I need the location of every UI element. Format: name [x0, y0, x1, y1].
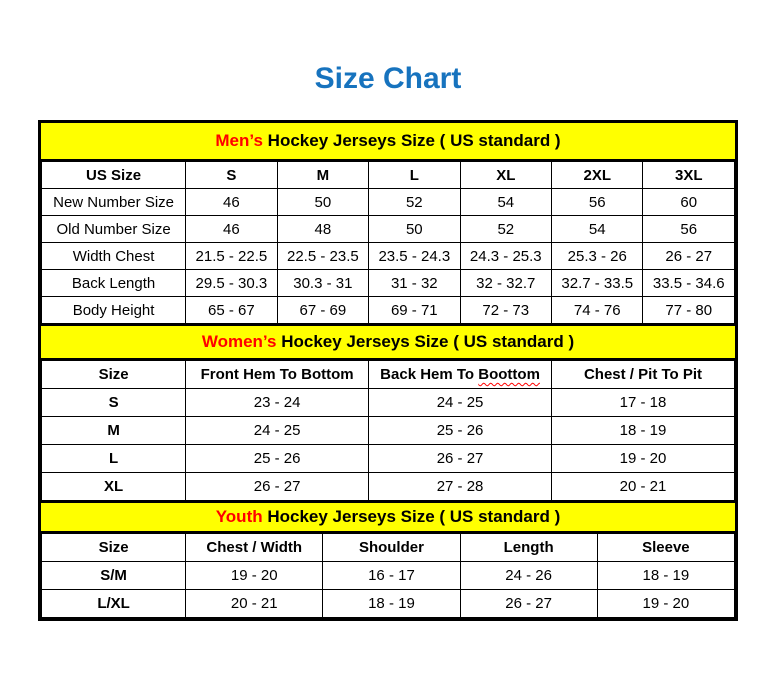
mens-column-header-row [42, 162, 735, 189]
table-cell: 20 - 21 [552, 473, 735, 501]
table-cell: 23 - 24 [186, 389, 369, 417]
table-cell: 50 [277, 189, 368, 216]
table-cell: 48 [277, 216, 368, 243]
womens-size-table [41, 360, 735, 501]
table-cell: 31 - 32 [369, 270, 460, 297]
column-header: Front Hem To Bottom [186, 361, 369, 389]
youth-size-table [41, 533, 735, 618]
page-title: Size Chart [314, 62, 462, 95]
table-row [42, 445, 735, 473]
youth-section [41, 501, 735, 618]
column-header: Sleeve [597, 534, 734, 562]
table-cell: 33.5 - 34.6 [643, 270, 735, 297]
mens-section [41, 123, 735, 324]
table-cell: 20 - 21 [186, 590, 323, 618]
table-row [42, 590, 735, 618]
misspelled-word: Boottom [478, 366, 540, 383]
table-cell: 22.5 - 23.5 [277, 243, 368, 270]
table-cell: 19 - 20 [552, 445, 735, 473]
table-cell: 19 - 20 [186, 562, 323, 590]
table-cell: 30.3 - 31 [277, 270, 368, 297]
row-label: L/XL [42, 590, 186, 618]
column-header: Size [42, 361, 186, 389]
table-row [42, 243, 735, 270]
table-cell: 19 - 20 [597, 590, 734, 618]
table-cell: 65 - 67 [186, 297, 277, 324]
column-header: US Size [42, 162, 186, 189]
table-cell: 26 - 27 [460, 590, 597, 618]
row-label: Old Number Size [42, 216, 186, 243]
table-cell: 52 [460, 216, 551, 243]
column-header: Length [460, 534, 597, 562]
mens-header-text: Hockey Jerseys Size ( US standard ) [262, 131, 561, 150]
table-cell: 24 - 25 [186, 417, 369, 445]
row-label: S/M [42, 562, 186, 590]
womens-section [41, 324, 735, 501]
youth-column-header-row [42, 534, 735, 562]
row-label: Body Height [42, 297, 186, 324]
column-header: Chest / Width [186, 534, 323, 562]
table-cell: 69 - 71 [369, 297, 460, 324]
table-cell: 52 [369, 189, 460, 216]
table-cell: 17 - 18 [552, 389, 735, 417]
table-cell: 74 - 76 [552, 297, 643, 324]
row-label: Width Chest [42, 243, 186, 270]
row-label: XL [42, 473, 186, 501]
table-cell: 56 [643, 216, 735, 243]
table-cell: 21.5 - 22.5 [186, 243, 277, 270]
table-cell: 32 - 32.7 [460, 270, 551, 297]
youth-header-highlight: Youth [215, 507, 263, 526]
size-chart [38, 120, 738, 621]
column-header: 3XL [643, 162, 735, 189]
table-row [42, 270, 735, 297]
table-cell: 25 - 26 [369, 417, 552, 445]
table-cell: 25.3 - 26 [552, 243, 643, 270]
column-header-misspelled [369, 361, 552, 389]
table-row [42, 417, 735, 445]
table-cell: 67 - 69 [277, 297, 368, 324]
table-cell: 24.3 - 25.3 [460, 243, 551, 270]
table-row [42, 389, 735, 417]
table-row [42, 562, 735, 590]
column-header: Shoulder [323, 534, 460, 562]
table-row [42, 297, 735, 324]
table-cell: 24 - 26 [460, 562, 597, 590]
row-label: S [42, 389, 186, 417]
column-header: S [186, 162, 277, 189]
table-row [42, 189, 735, 216]
table-cell: 25 - 26 [186, 445, 369, 473]
table-cell: 29.5 - 30.3 [186, 270, 277, 297]
table-cell: 27 - 28 [369, 473, 552, 501]
column-header: L [369, 162, 460, 189]
youth-header-text: Hockey Jerseys Size ( US standard ) [262, 507, 561, 526]
row-label: Back Length [42, 270, 186, 297]
column-header: Chest / Pit To Pit [552, 361, 735, 389]
table-cell: 26 - 27 [369, 445, 552, 473]
table-cell: 26 - 27 [643, 243, 735, 270]
womens-header-text: Hockey Jerseys Size ( US standard ) [276, 332, 575, 351]
row-label: M [42, 417, 186, 445]
row-label: New Number Size [42, 189, 186, 216]
table-cell: 56 [552, 189, 643, 216]
table-cell: 46 [186, 189, 277, 216]
column-header: Size [42, 534, 186, 562]
womens-header-highlight: Women’s [201, 332, 277, 351]
table-cell: 23.5 - 24.3 [369, 243, 460, 270]
mens-section-header [41, 123, 735, 161]
mens-header-highlight: Men’s [215, 131, 263, 150]
table-cell: 77 - 80 [643, 297, 735, 324]
table-cell: 72 - 73 [460, 297, 551, 324]
table-cell: 24 - 25 [369, 389, 552, 417]
table-cell: 46 [186, 216, 277, 243]
table-cell: 18 - 19 [597, 562, 734, 590]
mens-size-table [41, 161, 735, 324]
table-cell: 54 [460, 189, 551, 216]
youth-section-header [41, 501, 735, 533]
table-cell: 18 - 19 [552, 417, 735, 445]
table-row [42, 473, 735, 501]
column-header: 2XL [552, 162, 643, 189]
column-header-text: Back Hem To [380, 366, 479, 383]
column-header: XL [460, 162, 551, 189]
row-label: L [42, 445, 186, 473]
table-cell: 60 [643, 189, 735, 216]
table-cell: 50 [369, 216, 460, 243]
womens-section-header [41, 324, 735, 360]
womens-column-header-row [42, 361, 735, 389]
table-cell: 26 - 27 [186, 473, 369, 501]
table-cell: 18 - 19 [323, 590, 460, 618]
table-cell: 32.7 - 33.5 [552, 270, 643, 297]
table-row [42, 216, 735, 243]
column-header: M [277, 162, 368, 189]
table-cell: 16 - 17 [323, 562, 460, 590]
table-cell: 54 [552, 216, 643, 243]
